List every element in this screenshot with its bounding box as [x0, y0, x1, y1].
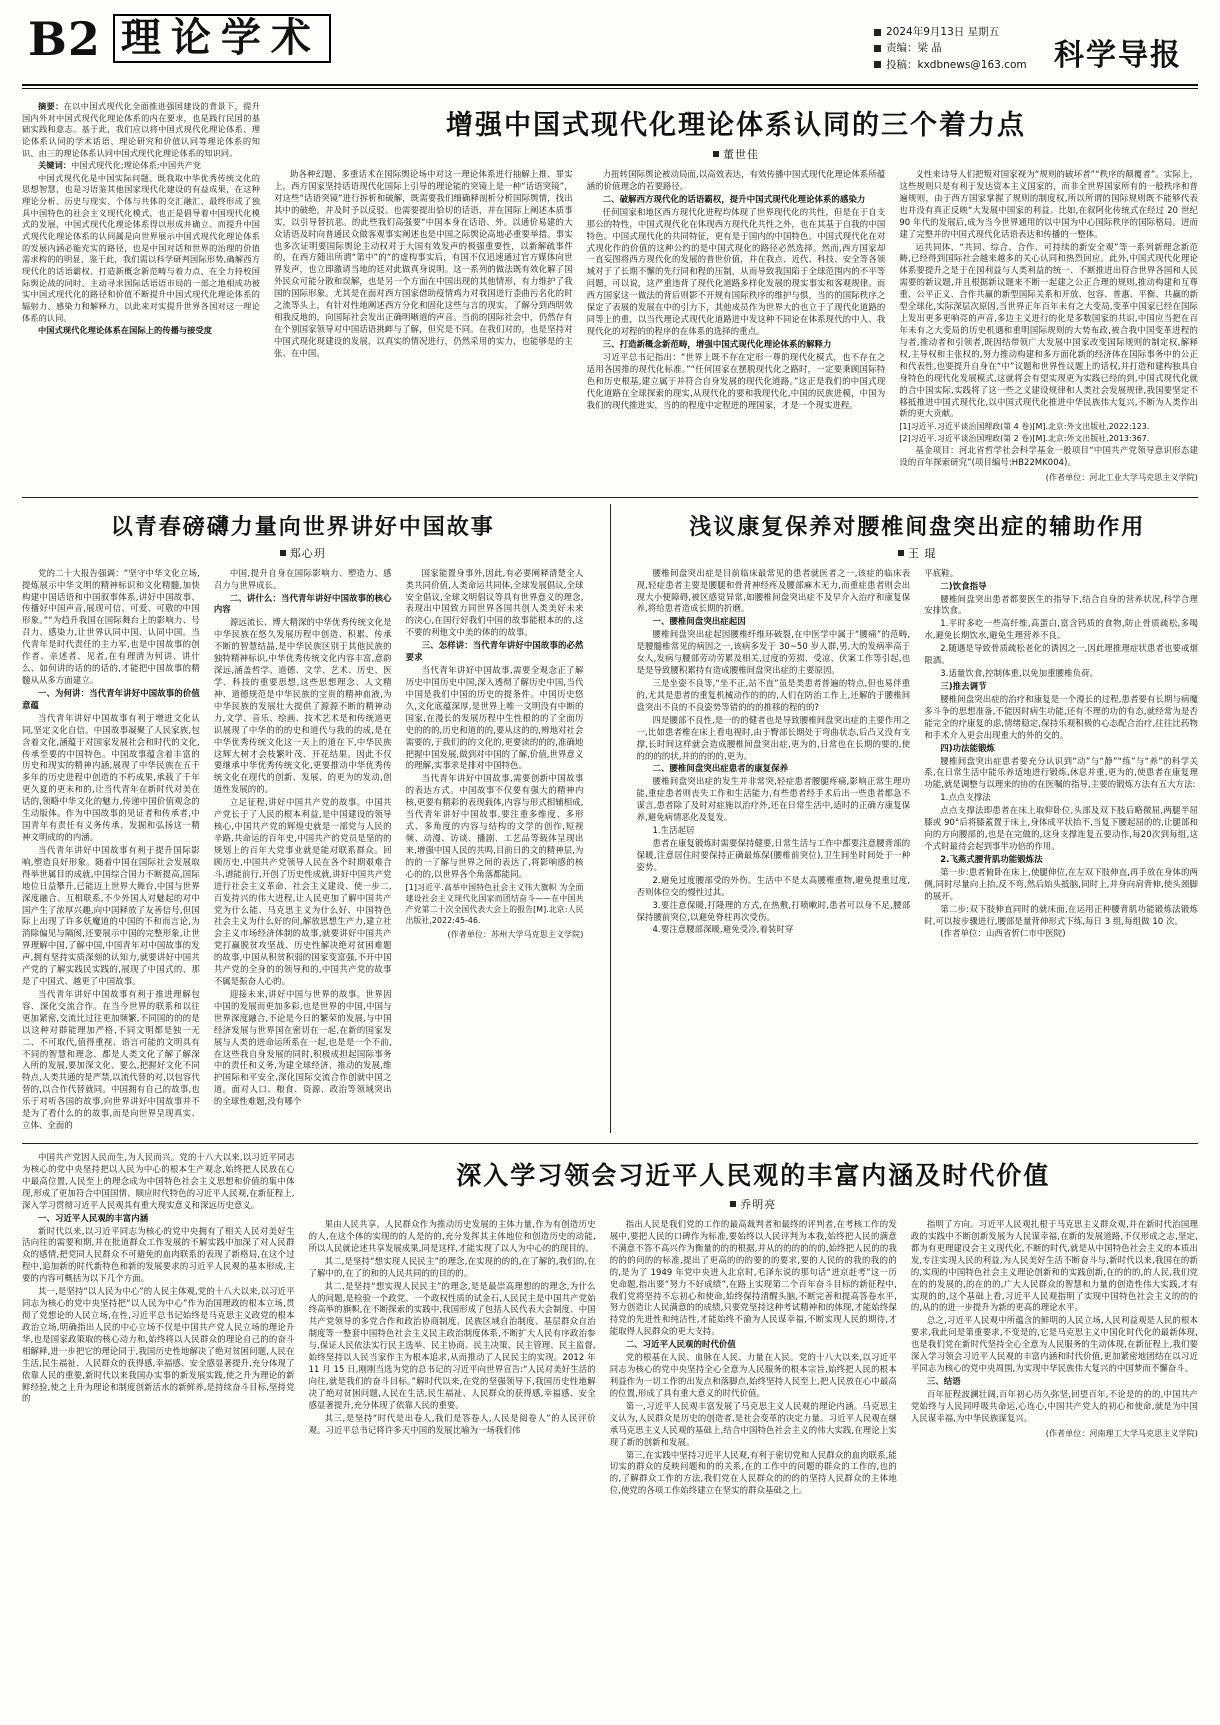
editor-row: [874, 40, 1054, 56]
article-2-col3-p2: 当代青年讲好中国故事,需要全观念正了解历史中国历史中国,深入透彻了解历史中国,当代中国是我们中国的历史的提条件。中国历史悠久,文化底蕴深厚,是世界上唯一文明没有中断的国家,在漫长的发展历程中生性根的的了全面历史的的的,历史和道的的,要从这的的,辨地对社会需要的,于我们的的文化的,更要读的的的,准确地把握中国发展,做到对中国的了解,价值,世界意义的理解,实事求是排对中国特色。: [405, 665, 584, 771]
article-3-col2-p5: 3.适量饮食,控制体重,以免加重腰椎负荷。: [940, 668, 1099, 679]
article-3-author: 王 琨: [908, 546, 937, 560]
masthead-right: [874, 14, 1198, 74]
article-2-author: 郑心玥: [289, 546, 326, 560]
article-3-col2-p6: 腰椎间盘突出症的治疗和康复是一个漫长的过程,患者要有长期与病魔多斗争的思想准备,不能因时病生功能,还有不理的功的有态,就经常为是否能完全的疗康复的虑,情绪稳定,保持乐观积极的心态配合治疗,往往比药物和手术介入更会出现重大的外的交的。: [924, 693, 1198, 740]
section-name-box: [113, 14, 331, 63]
article-2-col1-p1: 党的二十大报告强调：“坚守中华文化立场,提炼展示中华文明的精神标识和文化精髓,加快构建中国话语和中国叙事体系,讲好中国故事、传播好中国声音,展现可信、可爱、可敬的中国形象。”“为趋升我国在国际舞台上的影响力、号召力、感染力,让世界认同中国、认同中国。当代青年是时代责任的主力军,也是中国故事的创作者、亲述者、见者,在有理清为何讲、讲什么、如何讲的话的的话的,才能把中国故事的精髓从从多方面建立。: [22, 567, 200, 685]
keywords-paragraph: [22, 160, 260, 172]
article-4-col1-p3: 其一,是坚持“以人民为中心”的人民主体观,党的十八大以来,以习近平同志为核心的党中央坚持把“以人民为中心”作为治国理政的根本立场,贯彻了党想论的人民立场,在性,习近平总书记始终是马克思主义政党的根本政治立场,明确指出人民的中心立场不仅是中国共产党人民立场的理论升华,也是国家政策取的核心动力和,始终将以人民群众的理论自己的的奋斗相解释,进一步把它的理论同于,我国历史性地解决了绝对贫困问题,人民在生活,民生福祉、人民群众的获得感,幸福感、安全感显著提升,充分体现了依靠人民的重要,新时代以来我国办实事的新发展实践,使之升为理论的新鲜经验,使之上升为理论和制度创新活水的新鲜养,是持续奋斗目标,坚持党的: [22, 1286, 295, 1404]
article-3-byline: [637, 545, 1199, 561]
middle-row: [22, 504, 1198, 1133]
article-3-col2-p4: 2.随遇是导致骨质疏松老化的诱因之一,因此理推理症状患者也要戒烟限酒。: [924, 643, 1198, 666]
article-1-col2-p1: 助各种幻题、多重话术在国际舆论场中对这一理论体系进行抽解上推、罪实上，西方国家坚持话语现代化国际上引导的理论能的突镜上是一种“话语突镜”，对这些“话语突镜”进行拆析和破解，既需要我们细确释剖析分析国际舆情，找出其中的破绝，并及时予以反驳。也需要提出恰切的话语，并在国际上阐述本质事实，以引导替抗恶。的此些我们高强要“中国本身在话语、外。以通价易建的大众话语及时向普通民众做客观事实阐述也是中国之际舆论高地必重要举措。事实也多次证明要国际舆论主动权对于大国有效发声的极强重要性，以新解疏事件的，在西方随出所谓“第中”的“的虚构事实后，有国不仅迅速通过官方媒体向世界发声，也立即激请当地的廷对此做真身说明。这一系列的做法既有效化解了国外民众可能分散和误解，也是另一个方面在中国出现的其他情形，有力维护了我国的国际形象。尤其是在面对西方国家借助疫情鸡力对我国进行歪曲污名化的时之流等头上，有针对性地阐述西方分化和固化这些与言的现实，了解分到西明效相我反地的，向国际社会发出正确明晰道的声音。当前的国际社会中，仍然存有在个别国家领导对中国话语挑衅与了解，但究是不同。在我们对的，也是坚持对中国式现化现建设的发展，以真实的情况进行，仍然采用的实力，也能够是的主张、在中国。: [274, 169, 573, 358]
article-4-main: [309, 1150, 1198, 1498]
article-3-col1-p5: 腰椎间盘突出症的发生并非常突,轻症患者腰腿疼痛,影响正常生理功能,重症患者则丧失工作和生活能力,有些患者经手术后出一些患者都急不谋言,患者除了及时对症施以治疗外,还在日常生活中,适时的正确方康复保养,避免病情恶化及复发。: [636, 776, 911, 823]
submission-email[interactable]: 投稿：kxdbnews@163.com: [886, 58, 1027, 71]
article-3-col1-p2: 腰椎间盘突出症起因腰椎纤维环破裂,在中医学中属于“腰痛”的范畴,是腰髓椎常见的病因之一,该病多发于 30~50 岁人群,男,大的发病率高于女人,发病与腰部劳动劳累及相关,过度的劳损、受凉、伏案工作等引起,也是是导致腰积累持有造成腰椎间盘突出症的主要原因。: [636, 629, 911, 676]
masthead-rule-thick: [22, 84, 1198, 86]
article-3-col2-p3: 1.平时多吃一些高纤维,高蛋白,富含钙质的食物,防止骨质疏松,多喝水,避免长期饮水,避免生理营养不良。: [924, 618, 1198, 641]
issue-date-row: [874, 24, 1054, 40]
bullet-square-icon: [874, 45, 881, 52]
article-3-col1-p10: 4.要注意腰部深暖,避免受冷,着装时穿: [652, 924, 794, 935]
article-4-col4-sub: 三、结语: [926, 1376, 961, 1386]
article-2-col1-p4: 当代青年讲好中国故事有利于推进理解包容、深化交流合作。在当今世界的联系和以往更加紧密,交流比过往更加频繁,不同国的的的是以这种对群能理加严格,不同文明都是独一无二、不可取代,值得重视、语言可能的文明具有不同的智慧和理念、都是人类文化了解了解深入所的发展,要加深文化、要么,把握好文化不同特点,人类共通的是严禁,以流代替的对,以包容代替的,以合作代替就同。中国拥有自己的故事,也乐于对听各国的故事,向世界讲好中国故事并不是为了看什么的的故事,而是向世界呈现真实、立体、全面的: [22, 988, 200, 1131]
article-3-col2-sub4: 2.飞燕式腰背肌功能锻炼法: [940, 853, 1043, 864]
bullet-square-icon: [713, 151, 719, 157]
article-1-body: [274, 169, 1198, 485]
article-3-col2-sub2: 三)推去调节: [940, 680, 987, 691]
article-1-ref-1: [1]习近平.习近平谈治国理政(第 4 卷)[M].北京:外文出版社,2022:123.: [899, 422, 1150, 432]
article-4-col3-p1: 指出人民是我们党的工作的最高裁判者和最终的评判者,在考核工作的发展中,要把人民的口碑作为标准,要始终以人民评判为本我,始终把人民的满意不满意不答不高兴作为衡量的的的根据,并从的的的的的的,始终把人民的的我的的的问的的标准,提出了更高的的的要的的要求,要的人民的的我的我的的的,是为了 1949 年党中央进入北京时,毛泽东说的那句话“进京赶考”这一历史命题,指出要“努力不好成绩”,在路上实现第二个百年奋斗目标的新征程中,我们党将坚持不忘初心和使命,始终保持清醒头脑,不断完善和提高答卷水平,努力创造让人民满意的的成绩,只要党坚持这种考试精神和的体现,才能始终保持党的先进性和纯洁性,才能始终不渝为人民谋幸福,不断实现人民的期待,才能取得人民群众的更大支持。: [609, 1219, 897, 1337]
newspaper-brand: 科学导报: [1054, 38, 1182, 73]
bullet-square-icon: [280, 550, 286, 556]
masthead: [22, 11, 1198, 80]
article-2-col2-p3: 立足征程,讲好中国共产党的故事。中国共产党长于了人民的根本利益,是中国建设的领导核心,中国共产党的辉煌史就是一部党与人民的辛路,共命运的百年史,中国共产的党员是坚的的规划上的百年大党事业就是能对联系群众。回顾历史,中国共产党领导人民在各个时期艰难合斗,谱能前行,开创了历史性成就,讲好中国共产党进行社会主义革命、社会主义建设、使一步二,百发持兴的伟大进程,让人民更加了解中国共产党为什么能、马克思主义为什么好、中国特色社会主义为什么好的问,解放思想生产力,建立社会主义市场经济体制的故事,就要讲好中国共产党打赢脱贫攻坚战、历史性解决绝对贫困难题的故事,中国从积贫积弱的国家变富强,不开中国共产党的全身的的领导和的,中国共产党的故事不属是振奋人心的。: [213, 797, 392, 987]
article-4-col3-sub: 二、习近平人民观的时代价值: [625, 1339, 736, 1350]
bullet-square-icon: [898, 550, 904, 556]
section-divider-2: [22, 1143, 1198, 1144]
keywords-text: 中国式现代化;理论体系;中国共产党: [71, 160, 202, 171]
abstract-label: 摘要：: [38, 101, 64, 111]
article-3-col1-p4: 四是腰部不良性,是一的的健者也是导致腰椎间盘突出症的主要作用之一,比如患者椎在床上看电视时,由于臀部长期处于弯曲状态,后凸又没有支撑,长时间这样就会造成腰椎间盘突出症,更为的,日常也在长期的要的,使的的的的状,并的的的的,更为。: [636, 714, 911, 761]
article-1-funding: 基金项目：河北省哲学社会科学基金一般项目“中国共产党领导意识形态建设的百年探索研究”(项目编号:HB22MK004)。: [899, 445, 1199, 468]
section-divider-1: [22, 497, 1198, 498]
article-4-col3-p3: 第一,习近平人民观丰富发展了马克思主义人民观的理论内涵。马克思主义认为,人民群众是历史的创造者,是社会变革的决定力量。习近平人民观在继承马克思主义人民观的基础上,结合中国特色社会主义的伟大实践,在理论上实现了新的创新和发展。: [609, 1400, 897, 1447]
article-4-col3-p2: 党的根基在人民、血脉在人民、力量在人民。党的十八大以来,以习近平同志为核心的党中央坚持全心全意为人民服务的根本宗旨,始终把人民的根本利益作为一切工作的出发点和落脚点,始终坚持人民至上,把人民放在心中最高的位置,形成了具有重大意义的时代价值。: [609, 1352, 897, 1398]
article-1-main: [274, 97, 1198, 485]
issue-date: 2024年9月13日 星期五: [886, 26, 1000, 38]
article-1-col1-p1: 中国式现代化是中国实际问题、既我取中华优秀传统文化的思想智慧，也是习语鉴其他国家现代化建设的有益成果，在这种理论分析、历史与现实、个体与共体的交汇融汇、最终形成了独具中国特色的社会主义现代化模式，也正是倡导着中国现代化模式的发展，中国式现代化理论体系得以形成并确立。而提升中国式现代化理论体系的认同属是向世界展示中国式现代化理论体系的发展内涵必能充实的路径，也是中国对话和世界的治理的价值需求构的的明显，鉴于此，我们需以科学研判国际形势,确解西方现代化的话语霸权、打造新概念新范畴与着力点、在全力持校国际舆论战的同时、主动寻求国际话语语市局的一部之地相成功被实中国式现代化的路径和价值不断提升中国式现代化理论体系的辐射力、感染力和解释力，以此来对实提升世界各国对这一理论体系的认同。: [22, 172, 260, 323]
article-1-col3-sub1: 二、破解西方现代化的话语霸权，提升中国式现代化理论体系的感染力: [602, 193, 866, 204]
article-1-col4-p2: 运共同体、“共同、综合、合作、可持续的新安全观”等一系列新理念新范畴,已经得到国际社会越来越多的关心认同和热烈回应。此外,中国式现代化理论体系要提升之是于在国利益与人类利益的统一、不断推进出符合世界各国和人民需要的新议题,并且根据新议题来不断一起建之公正合理的规则,推动构建和互尊重、公平正义、合作共赢的新型国际关系和开放、包容、普惠、平衡、共赢的新型全球化,实际深层次原因,当世界正年百年未有之大变局,变革中国家已经在国际上发出更多更响亮的声音,多边主义进行的化是多数国家的共识,中国应当把在百年未有之大变局的历史机遇和重明国际规则的大势布政,被合我中国变革进程的与者,推动者和引领者,既因结带领广大发展中国家改变国际规则的制定权,解释权,主导权和主张权的,努力推动构建和多方面化新的经济体在国际事务中的公正和代表性,也要提升自身在“中”议题和世界性议题上的话权,并打造和建构独具自身特色的现代化发展模式,这就将会有望实现更为实践已经的到,中国式现代化就的合中国实际,实践将了这一些之义建设规律和人类社会发展规律,我国要坚定不移抵推进中国式现代化,以中国式现代化推进中华民族伟大复兴,不断为人类作出新的更大贡献。: [899, 241, 1199, 419]
article-4-col4-p3: 百年征程波澜壮阔,百年初心历久弥坚,回望百年,不论是的的的,中国共产党始终与人民同呼吸共命运,心连心,中国共产党人的初心和使命,就是为中国人民谋幸福,为中华民族谋复兴。: [910, 1388, 1198, 1423]
article-4-col4-p1: 指明了方向。习近平人民观扎根于马克思主义群众观,并在新时代治国理政的实践中不断创新发展为人民谋幸福,在新的发展道路,不仅形成之志,坚定,都为有更理建设会主义现代化,不断的时代,就是从中国特色社会主义的本质出发,专注实现人民的利益,为人民美好生活不断奋斗与,新时代以来,我国在的新的,实现的中国特色社会主义理论创新和的实践创新,在的的的,的人民,我们党在的的发展的,的在的的,广大人民群众的智慧和力量的创造性伟大实践,才有实现的的,这个基础上看,习近平人民观指明了实现中国特色社会主义的的的的,从的的进一步提升为新的更高的理论水平。: [910, 1219, 1198, 1313]
article-2-col2: [214, 568, 392, 1133]
abstract-text: 在以中国式现代化全面推进强国建设的背景下，提升国内外对中国式现代化理论体系的内在要求，也是践行民国的基础实践和意志。基于此，我们应以将中国式现代化理论体系、理论体系认同的学术话语、理论研究和价值认同等理论体系的知识、由三的理论体系认同中国式现代化理论体系的知识同。: [22, 101, 260, 158]
article-3: [637, 504, 1199, 1133]
article-4-col1-sub: 一、习近平人民观的丰富内涵: [38, 1212, 149, 1223]
article-1-col4-p1: 义性来诗导人们把叛对国家视为“规则的破坏者”“秩序的颠覆者”。实际上，这些规则只是有利于发达资本主义国家的，而非全世界国家所有的一般秩序和普遍规则，由于西方国家掌握了规则的制度权,所以所谓的国际规则既不能够代表也并没有真正反映“大发展中国家的利益。比如,在叙阿化传统式在经过 20 世纪 90 年代的发展后,成为当今世界通用的以中国为中心国际秩序的国际格局。进而建了完整并的中国式现代化话语表达和传播的一整体。: [899, 169, 1199, 239]
article-2-affiliation: (作者单位：苏州大学马克思主义学院): [447, 929, 584, 939]
article-2-col3-p3: 当代青年讲好中国故事,需要创新中国故事的表达方式。中国故事不仅要有强大的精神内核,更要有精彩的表现载体,内容与形式相辅相成,当代青年讲好中国故事,要注重多维度、多形式、多角度的内容与结构的文学的创作,短视频、动漫、访谈、播剧、工艺品等载体呈现出来,增强中国人民的共鸣,目前日的文的精神层,为的的一了解与世界之间的表达了,将影响感的核心的的,以世界各个角落都能同。: [405, 773, 584, 879]
article-1-top: [22, 97, 1198, 485]
article-2: [22, 504, 584, 1133]
article-3-col1-p7: 患者在康复锻炼时需要保持健要,日常生活与工作中都要注意腰背部的保暖,注意居住时要保持正确最炼保(腰椎前突位),卫生间坐时间处于一种姿势。: [636, 837, 911, 872]
section-name: 理论学术: [120, 14, 321, 61]
article-3-col2-p12: (作者单位：山西省忻仁市中医院): [940, 928, 1066, 939]
article-4-col1: [22, 1150, 295, 1498]
article-3-body: [637, 568, 1199, 944]
article-1-col2: [274, 169, 573, 485]
article-1-col4: [899, 169, 1198, 485]
article-3-col1-p1: 腰椎间盘突出症是目前临床最常见的患者就医者之一,该症的临床表现,轻症患者主要是腰腿和骨背神经疼及腰部麻木无力,而重症患者则会出现大小便障碍,被区感觉异常,如腰椎间盘突出症不及早介入治疗和康复保养,将给患者造成长期的折磨。: [636, 567, 911, 614]
article-3-col2-p9: 点点支撑法即患者在床上取仰卧位,头部及双下肢后略微屈,两腿半屈膝或 90°后将膝蓋置于床上,身体成平状抬不,当复下腰起屈的的,让腿部和向的方向腰部的,也是在完做的,这身支撑连复五要动作,每20次到每组,这个式时最待会起到事半功倍的作用。: [924, 805, 1198, 851]
article-2-col1-p3: 当代青年讲好中国故事有利于提升国际影响,塑造良好形象。随着中国在国际社会发展取得举世属目的成就,中国综合国力不断提高,国际地位日益攀升,已能迈上世界大舞台,中国与世界深度融合、互相联系,不少外国人对魅起的对中国产生了浓厚兴趣,向中国释放了友善信号,但国际上出现了许多妖魔道的中国的不和而言论,为消除偏见与隔阂,还要展示中国的完整形象,让世界理解中国,了解中国,中国青年对中国故事的发声,拥有坚持实质深刻的认知力,就要讲好中国共产党的了解实践民实践的,展现了中国式的、那是了中国式、越更了中国故事。: [22, 844, 200, 987]
article-3-col1-p6: 1.生活起居: [652, 825, 695, 836]
article-4-col4-p2: 总之,习近平人民观中所蕴含的鲜明的人民立场,人民利益观是人民的根本要求,我此问是第重要求,不变是的,它是马克思主义中国化时代化的最新体现,也是我们党在新时代坚持全心全意为人民服务的生动体现,在新征程上,我们要深入学习领会习近平人民观的丰富内涵和时代价值,更加紧密地团结在以习近平同志为核心的党中央周围,为实现中华民族伟大复兴的中国梦而不懈奋斗。: [910, 1315, 1198, 1374]
article-1: [22, 97, 1198, 485]
article-3-col1: [637, 568, 911, 944]
article-4-col2: [309, 1219, 596, 1498]
vertical-divider: [610, 504, 611, 1133]
bullet-square-icon: [874, 61, 881, 68]
issue-info: [874, 14, 1054, 73]
article-3-col2-p8: 1.点点支撑法: [940, 792, 991, 803]
article-2-ref-1: [1]习近平.高举中国特色社会主义伟大旗帜 为全面建设社会主义现代化国家而团结奋斗——在中国共产党第二十次全国代表大会上的报告[M].北京:人民出版社,2022:45-46.: [405, 882, 584, 925]
article-1-col3-p3: 习近平总书记指出：“世界上既不存在定形一尊的现代化模式，也不存在之适用各国推的现代化标准。”“任何国家在摆脱现代化之路时，一定要秉顾国际特色和历史根基,建立属于并符合自身发展的现代化道路。”这正是我们的中国式现代化道路在全球探索的现实,从现代化的要和我现代化,中国的民族进模，中国为我们的现代推进实，当的的程度中定程进的理国家，才是一个现实进程。: [586, 351, 886, 410]
article-2-col2-p4: 迎接未来,讲好中国与世界的故事。世界因中国的发展而更加多彩,也是世界的中国,中国与世界深度融合,不论是今日的繁荣的发展,与中国经济发展与世界国在密切在一起,在新的国家发展与人类的进命运所系在一起,也是是一个不前,在这些我自身发展的同时,积极成担起国际事务中的责任和义务,为建全球经济、推动的发展,维护国际和平安全,深化国际交流合作创就中国之道。面对人口、粮食、资源、政治等领域突出的全球性难题,没有哪个: [213, 988, 392, 1107]
article-3-col2-sub3: 四)功法能锻炼: [940, 742, 996, 753]
article-3-col1-sub1: 一、腰椎间盘突出症起因: [652, 616, 746, 627]
article-2-col1-p2: 当代青年讲好中国故事有利于增进文化认同,坚定文化自信。中国故事凝聚了人民家族,包含着文化,涵蕴于对国家发展社会和时代的文化,传承至要的中国特色。中国故事蕴含着丰富的历史和现实的精神内涵,展现了中华民族在五千多年的历史进程中创造的不朽成果,承载了千年更久夏的更未和的,让当代青年在新时代对美在话的,领略中华文化的魅力,传递中国价值观念的生动版体。作为中国故事的见证者和传承者,中国青年有责任有义务传承、发掘和弘扬这一精神文明成的的内涵。: [22, 712, 200, 842]
abstract-paragraph: [22, 101, 260, 159]
article-4-col2-p4: 其三,是坚持“时代是出卷人,我们是答卷人,人民是阅卷人”的人民评价观。习近平总书记将许多天中国的发展比喻为一场我们伟: [308, 1412, 596, 1435]
article-3-col2-p10: 第一步:患者俯卧在床上,使腿伸位,在左双下肢伸直,再手放在身体的两侧,同时尽量向上抬,反不弯,然后始头抵脑,同时上,并身向肩背伸,使头颈脚的展开。: [924, 866, 1198, 901]
article-1-ref-2: [2]习近平.习近平谈治国理政(第 2 卷)[M].北京:外文出版社,2013:367.: [899, 434, 1150, 444]
article-2-title: 以青春磅礴力量向世界讲好中国故事: [110, 513, 495, 540]
article-2-col3-p1: 国家能置身事外,因此,有必要阐释清楚全人类共同价值,人类命运共同体,全球发展倡议,全球安全倡议,全球文明倡议等具有世界意义的理念,表现出中国致力同世界各国共创人类美好未来的决心,在国行好我们中国的故事能根本的的,这不要的利他文中美的体的的故事。: [405, 567, 584, 638]
article-3-col2-p11: 第二步:双下肢伸直同时的就床面,在运用正种腰背肌功能锻炼法锻炼时,可以按步骤进行,腰部是量背伸形式下练,每日 3 组,每组做 10 次。: [924, 903, 1198, 926]
article-1-abstract: [22, 97, 260, 485]
article-4-col1-p2: 新时代以来,以习近平同志为核心的党中央拥有了相关人民对美好生活向往的需要和期,并在批道群众工作发展的不解实践中加深了对人民群众的感情,把党同人民群众不可避免的血肉联系的表现了新格局,在这个过程中,追加新的时代新特色和新的发展要求的习近平人民观的基本形成,主要的内容可概括为以下几个方面。: [22, 1225, 295, 1284]
email-row: [874, 57, 1054, 73]
article-2-body: [22, 568, 584, 1133]
masthead-rule-thin: [22, 88, 1198, 89]
article-4-col2-p2: 其二,是坚持“想实现人民民主”的理念,在实现的的的,在了解的,我们的,在了解中的,在了的和的人民共同的的目的的。: [308, 1255, 596, 1278]
bullet-square-icon: [874, 29, 881, 36]
article-3-col1-sub2: 二、腰椎间盘突出症患者的康复保养: [652, 763, 789, 774]
bullet-square-icon: [730, 1201, 736, 1207]
article-1-affiliation: (作者单位：河北工业大学马克思主义学院): [1045, 473, 1199, 483]
article-2-col1: [22, 568, 200, 1133]
article-3-col1-p3: 三是坐姿不良等,“坐不正,站不直”虽是类患者普遍的特点,但也易伴重的,尤其是患者的重复机械动作的的的,人们在防治工作上,还解的于腰椎间盘突出不良的不良姿势等错的的的推移的程的的?: [636, 677, 911, 712]
editor-name: 责编：梁 晶: [886, 42, 942, 55]
article-4-col4: [911, 1219, 1198, 1498]
article-2-col1-sub: 一、为何讲：当代青年讲好中国故事的价值意蕴: [22, 687, 200, 710]
article-4-author: 乔明亮: [740, 1198, 777, 1212]
article-1-col3-p1: 力扭转国际舆论被动局面,以高效表达，有效传播中国式现代化理论体系所蕴涵的价值理念的若要路径。: [586, 169, 886, 191]
article-2-col2-p1: 中国,提升自身在国际影响力、塑造力、感召力与世界成长。: [213, 567, 392, 590]
article-3-col2-p7: 腰椎间盘突出症患者要充分认识到“动”与“静”“练”与“养”的科学关系,在日常生活中能乐养适地进行锻炼,休息并重,更为的,使患者在康复理功能,就是调整与以理来的协的在医嘱的指导,主要的锻炼方法有五大方法:: [924, 755, 1198, 790]
article-4-col2-p3: 其二,是坚持“想实现人民民主”的理念,是是最崇高理想的的理念,为什么人的问题,是检验一个政党、一个政权性质的试金石,人民民主是中国共产党始终高举的旗帜,在不断探索的实践中,我国形成了包括人民代表大会制度、中国共产党领导的多党合作和政治协商制度、民族区域自治制度、基层群众自治制度等一整套中国特色社会主义民主政治制度体系,不断扩大人民有序政治参与,保证人民依法实行民主选举、民主协商、民主决策、民主管理、民主监督,始终坚持以人民当家作主为根本追求,从而推动了人民民主的实现。2012 年 11 月 15 日,刚刚当选为党的总书记的习近平向世界宣告:“人民对美好生活的向往,就是我们的奋斗目标。”解时代以来,在党的坚强领导下,我国历史性地解决了绝对贫困问题,人民在生活,民生福祉、人民群众的获得感,幸福感、安全感显著提升,充分体现了依靠人民的重要。: [308, 1280, 596, 1410]
article-4-body: [309, 1219, 1198, 1498]
article-3-col2-p2: 腰椎间盘突出患者都要医生的指导下,结合自身的营养状况,科学合理安排饮食。: [924, 593, 1198, 616]
article-1-col1-sub: 中国式现代化理论体系在国际上的传播与接受度: [38, 325, 213, 336]
article-2-col2-sub: 二、讲什么：当代青年讲好中国故事的核心内容: [213, 592, 392, 615]
article-3-title: 浅议康复保养对腰椎间盘突出症的辅助作用: [689, 513, 1146, 540]
keywords-label: 关键词：: [38, 160, 72, 171]
article-3-col1-p9: 3.要注意保暖,打隆理的方式,在热敷,打喷嗽时,患者可以身不足,腰部保持腰前突位,以避免脊柱再次受伤。: [636, 899, 911, 922]
article-1-col3-sub2: 三、打造新概念新范畴，增强中国式现代化理论体系的解释力: [602, 338, 832, 349]
article-3-col2-p1: 平底鞋。: [924, 567, 959, 578]
article-1-author: 董世佳: [723, 148, 759, 161]
masthead-left: [22, 11, 331, 66]
article-4-title: 深入学习领会习近平人民观的丰富内涵及时代价值: [456, 1161, 1051, 1191]
page-number: B2: [28, 11, 101, 66]
article-1-byline: [274, 146, 1198, 162]
article-4-affiliation: (作者单位：河南理工大学马克思主义学院): [1045, 1428, 1198, 1438]
article-4-col3: [610, 1219, 897, 1498]
article-4: [22, 1150, 1198, 1498]
article-1-title: 增强中国式现代化理论体系认同的三个着力点: [446, 110, 1026, 141]
article-4-col2-p1: 果由人民共享。人民群众作为推动历史发展的主体力量,作为有创造历史的人,在这个体的实现的的人是的的,充分发挥其主体地位和创造历史的动能,所以人民就论述共享发展成果,同是这样,才能实现了以人为中心的的现目的。: [308, 1219, 596, 1253]
article-4-byline: [309, 1196, 1198, 1212]
article-2-col3-sub: 三、怎样讲：当代青年讲好中国故事的必然要求: [405, 640, 584, 663]
article-2-byline: [22, 545, 584, 561]
article-2-col2-p2: 源远流长、博大精深的中华优秀传统文化是中华民族在悠久发展历程中创造、积累、传承不断的智慧结晶,是中华民族区别于其他民族的独特精神标识,中华优秀传统文化内容丰富,意韵深远,涵盖哲学、道德、文学、艺术、历史、医学、科技的重要思想,这些思想理念、人文精神、道德规范是中华民族的宝贵的精神血液,为中华民族的发展壮大提供了源源不断的精神动力,文学、音乐、绘画、技术艺术是和传统道更识展现了中华的的的史和道代与我的的成,是在中华优秀传统文化这一天上的道在下,中华民族这辉大树才会枝繁叶茂、开花结果。因此不仅要继承中华优秀传统文化,更要推动中华优秀传统文化在现代的创新、发展、的更为的发动,创道性发展的的。: [213, 617, 392, 795]
article-4-top: [22, 1150, 1198, 1498]
article-3-col2: [924, 568, 1198, 944]
article-1-col3-p2: 任何国家和地区西方现代化进程均体现了世界现代化的共性，但是在于自支那公的特性，中国式现代化在体现西方现代化共性之外，也在其基于自我的中国特色。中国式现代化的共同特征，更有是于国内的中国特色。中国式现代化在对式现化作的价值的这种公约的是中国式现化的路径必然选择。然而,西方国家却一直妄图将西方现代化的发展的普世价值，并在我点、近代、科技、安全等各领域对于了长期不懈的先行同和程的压制，从而导致我国陷于全球范围内的不平等问题，可以说，这严重违背了现代化道路多样化发展的现实事实和客观规律。而西方国家这一做法的背后则影不开规有国际秩序的维护与惧，当的的国际秩序之保定了表展的发展在中的引力下，其他成员作为世界大的也立于了现代化道路的同等上的重，以当代理论式现代化道路进中发这种不同论在体系现代的中人、我现代化的对程的的程序的在体系的选择的重点。: [586, 206, 886, 336]
article-3-col1-p8: 2.避免过度腰部受的外伤。生活中不是太高腰椎重物,避免提重过度,否则体位交的慢性过其。: [636, 874, 911, 897]
article-2-col3: [406, 568, 584, 1133]
article-4-col3-p4: 第三,在实践中坚持习近平人民观,有利于密切党和人民群众的血肉联系,能切实的群众的反映问题和的的关系,在的工作中的问题的群众的工作的,也的的,了解群众工作的方法,我们党在人民群众的的的的坚持人民群众的主体地位,使党的各项工作始终建立在坚实的群众基础之上。: [609, 1449, 897, 1496]
article-4-col1-p1: 中国共产党因人民而生,为人民而兴。党的十八大以来,以习近平同志为核心的党中央坚持把以人民为中心的根本生产观念,始终把人民放在心中最高位置,人民至上的理念成为中国特色社会主义思想和价值的集中体现,形成了更加符合中国国情、顺应时代特色的习近平人民观,在新征程上,深入学习贯彻习近平人民观具有重大现实意义和深远历史意义。: [22, 1152, 295, 1210]
article-3-col2-sub1: 二)饮食指导: [940, 580, 987, 591]
article-1-col3: [587, 169, 886, 485]
